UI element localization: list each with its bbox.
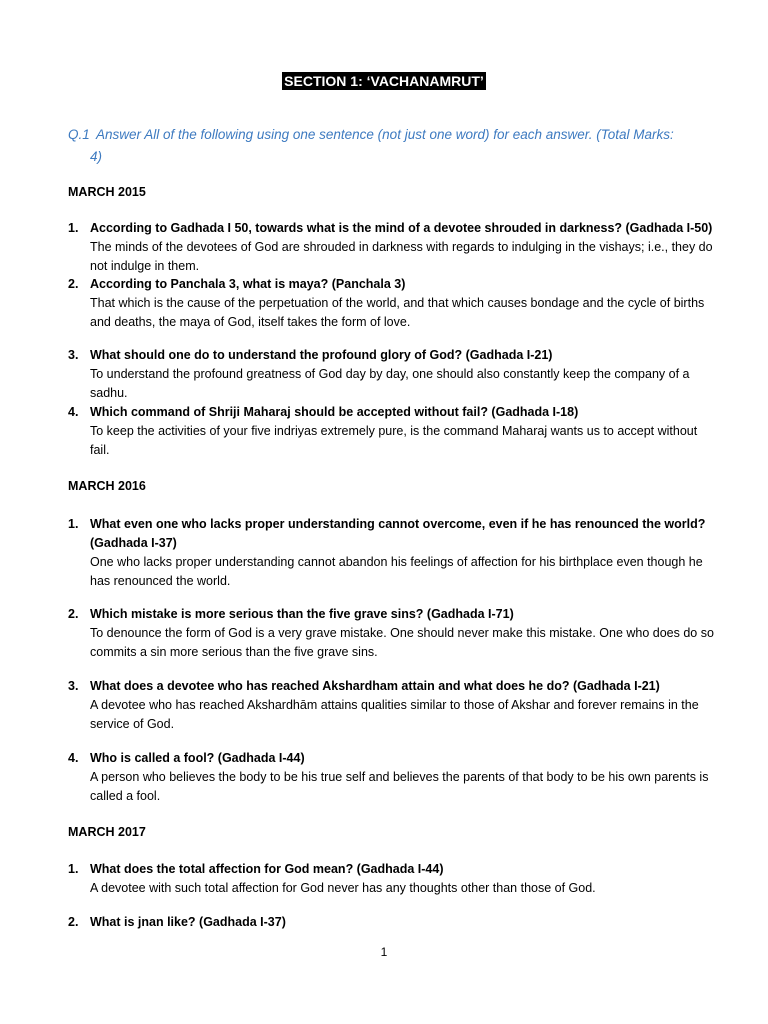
item-number: 1. <box>68 517 79 531</box>
year-heading: MARCH 2017 <box>68 825 146 839</box>
item-number: 1. <box>68 862 79 876</box>
item-number: 3. <box>68 679 79 693</box>
item-question: What does the total affection for God mean? (Gadhada I-44) <box>90 862 444 876</box>
item-answer: To keep the activities of your five indriyas extremely pure, is the command Maharaj wants us to accept without fail. <box>90 424 698 457</box>
section-title <box>0 72 768 90</box>
list-item <box>68 219 718 276</box>
item-number: 2. <box>68 277 79 291</box>
item-question: What even one who lacks proper understanding cannot overcome, even if he has renounced the world? (Gadhada I-37) <box>90 517 706 550</box>
question-heading <box>68 124 718 168</box>
list-item <box>68 749 718 806</box>
item-question: Who is called a fool? (Gadhada I-44) <box>90 751 305 765</box>
section-title-text: SECTION 1: ‘VACHANAMRUT’ <box>284 73 484 89</box>
list-item <box>68 913 718 932</box>
item-answer: That which is the cause of the perpetuation of the world, and that which causes bondage and the cycle of births and deaths, the maya of God, itself takes the form of love. <box>90 296 705 329</box>
list-item <box>68 605 718 662</box>
item-number: 4. <box>68 751 79 765</box>
item-number: 3. <box>68 348 79 362</box>
item-number: 2. <box>68 915 79 929</box>
list-item <box>68 515 718 591</box>
item-number: 1. <box>68 221 79 235</box>
list-item <box>68 275 718 332</box>
item-answer: The minds of the devotees of God are shrouded in darkness with regards to indulging in the vishays; i.e., they do not indulge in them. <box>90 240 713 273</box>
item-question: According to Gadhada I 50, towards what is the mind of a devotee shrouded in darkness? (Gadhada I-50) <box>90 221 713 235</box>
list-item <box>68 403 718 460</box>
year-heading: MARCH 2015 <box>68 185 146 199</box>
item-answer: A devotee who has reached Akshardhām attains qualities similar to those of Akshar and forever remains in the service of God. <box>90 698 699 731</box>
item-answer: To understand the profound greatness of God day by day, one should also constantly keep the company of a sadhu. <box>90 367 690 400</box>
item-question: What does a devotee who has reached Akshardham attain and what does he do? (Gadhada I-21) <box>90 679 660 693</box>
list-item <box>68 346 718 403</box>
question-number: Q.1 <box>68 127 90 142</box>
page-number: 1 <box>380 945 388 959</box>
item-answer: To denounce the form of God is a very grave mistake. One should never make this mistake. One who does do so commits a sin more serious than the five grave sins. <box>90 626 714 659</box>
item-answer: A devotee with such total affection for God never has any thoughts other than those of God. <box>90 881 596 895</box>
item-answer: One who lacks proper understanding cannot abandon his feelings of affection for his birthplace even though he has renounced the world. <box>90 555 703 588</box>
question-heading-line1: Answer All of the following using one sentence (not just one word) for each answer. (Total Marks: <box>96 127 674 142</box>
list-item <box>68 860 718 898</box>
item-answer: A person who believes the body to be his true self and believes the parents of that body to be his own parents is called a fool. <box>90 770 709 803</box>
question-heading-line2: 4) <box>90 149 103 164</box>
list-item <box>68 677 718 734</box>
item-question: Which mistake is more serious than the five grave sins? (Gadhada I-71) <box>90 607 514 621</box>
item-number: 2. <box>68 607 79 621</box>
item-question: According to Panchala 3, what is maya? (Panchala 3) <box>90 277 406 291</box>
item-question: What is jnan like? (Gadhada I-37) <box>90 915 286 929</box>
item-number: 4. <box>68 405 79 419</box>
item-question: Which command of Shriji Maharaj should be accepted without fail? (Gadhada I-18) <box>90 405 579 419</box>
item-question: What should one do to understand the profound glory of God? (Gadhada I-21) <box>90 348 553 362</box>
year-heading: MARCH 2016 <box>68 479 146 493</box>
